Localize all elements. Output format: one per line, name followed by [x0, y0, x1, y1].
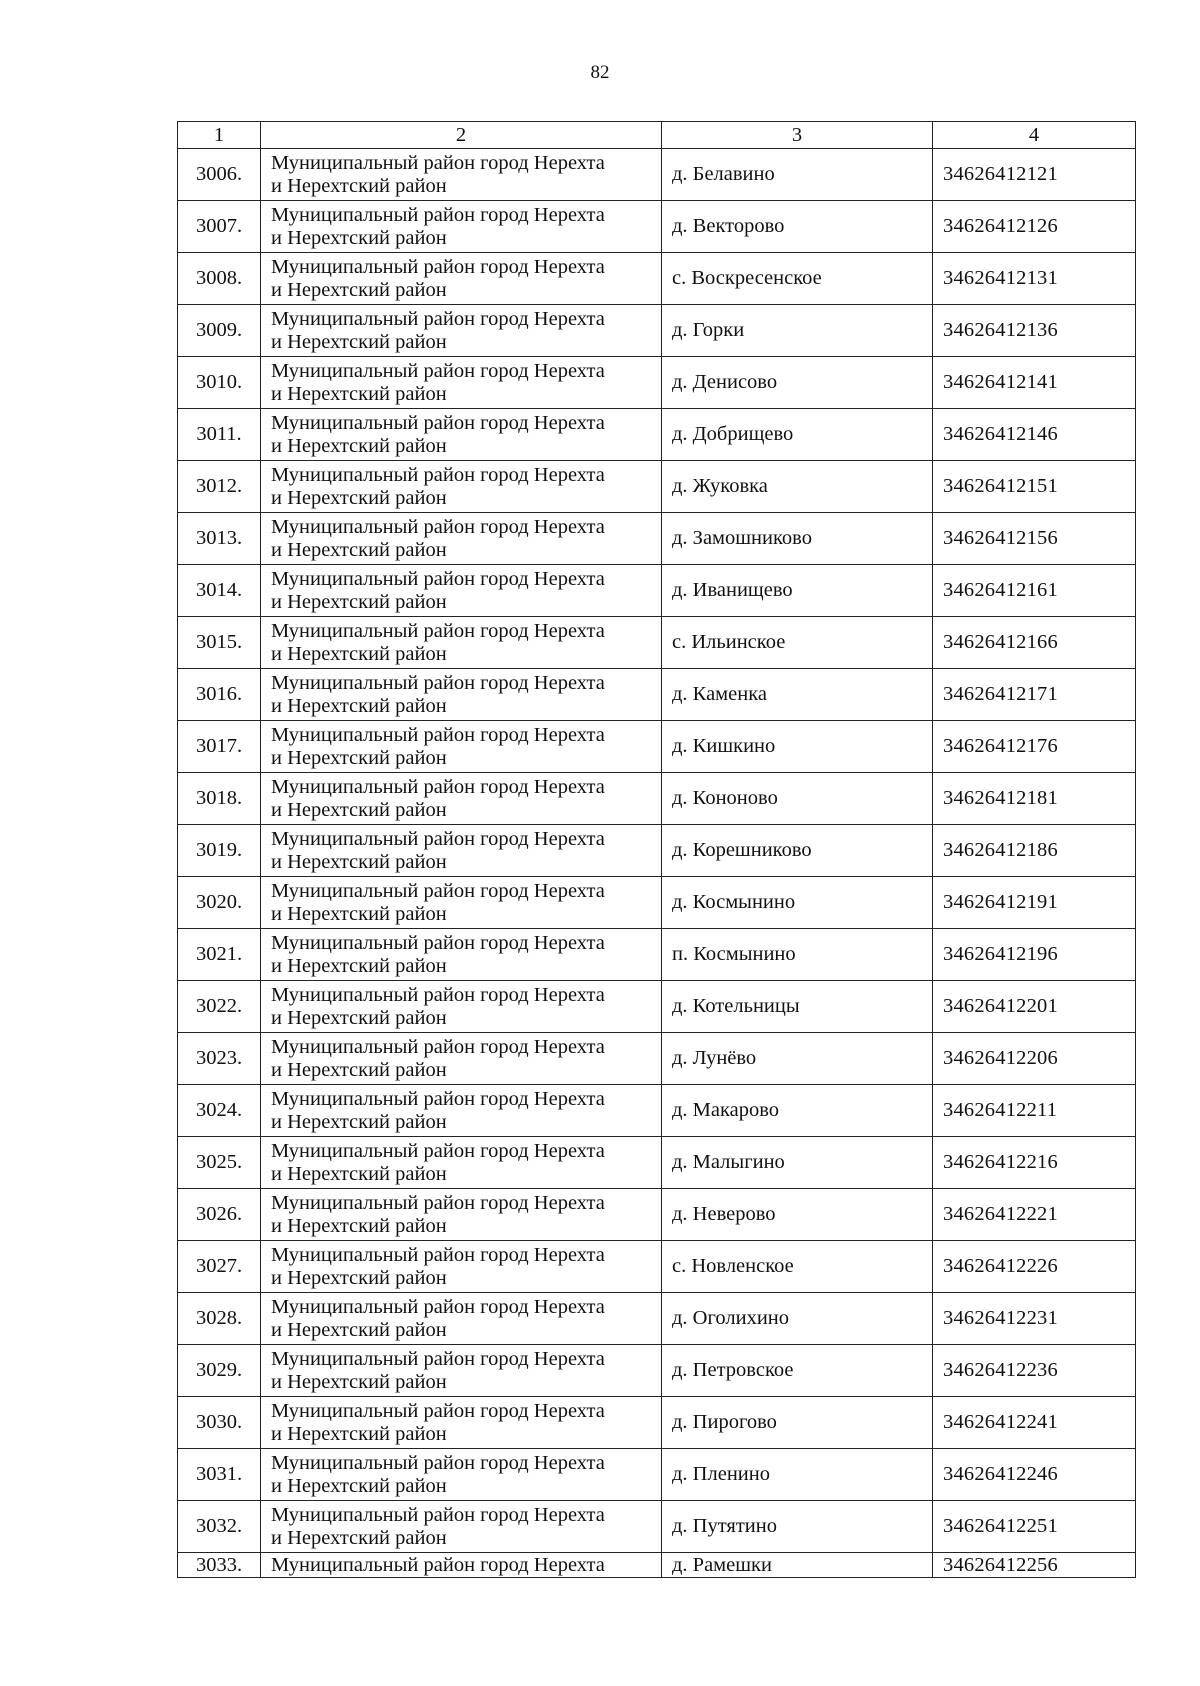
- table-row: [178, 1085, 1136, 1137]
- district-cell: [261, 1449, 662, 1501]
- district-cell: [261, 1241, 662, 1293]
- code-cell: 34626412126: [933, 201, 1136, 253]
- row-number: 3029.: [178, 1345, 261, 1397]
- table-row: [178, 1553, 1136, 1578]
- row-number: 3016.: [178, 669, 261, 721]
- locality-cell: д. Корешниково: [662, 825, 933, 877]
- table-row: [178, 305, 1136, 357]
- row-number: 3009.: [178, 305, 261, 357]
- locality-registry-table: [177, 121, 1136, 1578]
- table-header-row: [178, 122, 1136, 149]
- table-row: [178, 981, 1136, 1033]
- district-line: и Нерехтский район: [271, 1474, 447, 1497]
- table-row: [178, 1345, 1136, 1397]
- district-line: и Нерехтский район: [271, 954, 447, 977]
- table-row: [178, 1241, 1136, 1293]
- locality-cell: д. Горки: [662, 305, 933, 357]
- district-line: и Нерехтский район: [271, 1370, 447, 1393]
- district-cell: [261, 877, 662, 929]
- locality-cell: п. Космынино: [662, 929, 933, 981]
- code-cell: 34626412251: [933, 1501, 1136, 1553]
- district-line: и Нерехтский район: [271, 1162, 447, 1185]
- district-line: и Нерехтский район: [271, 330, 447, 353]
- code-cell: 34626412231: [933, 1293, 1136, 1345]
- district-line: Муниципальный район город Нерехта: [271, 827, 605, 850]
- row-number: 3017.: [178, 721, 261, 773]
- locality-cell: д. Лунёво: [662, 1033, 933, 1085]
- locality-cell: д. Векторово: [662, 201, 933, 253]
- district-line: Муниципальный район город Нерехта: [271, 879, 605, 902]
- district-line: и Нерехтский район: [271, 746, 447, 769]
- row-number: 3015.: [178, 617, 261, 669]
- table-row: [178, 1189, 1136, 1241]
- row-number: 3008.: [178, 253, 261, 305]
- row-number: 3019.: [178, 825, 261, 877]
- district-line: Муниципальный район город Нерехта: [271, 1139, 605, 1162]
- table-row: [178, 825, 1136, 877]
- district-line: и Нерехтский район: [271, 590, 447, 613]
- district-line: Муниципальный район город Нерехта: [271, 567, 605, 590]
- row-number: 3007.: [178, 201, 261, 253]
- row-number: 3032.: [178, 1501, 261, 1553]
- district-line: и Нерехтский район: [271, 174, 447, 197]
- code-cell: 34626412156: [933, 513, 1136, 565]
- row-number: 3010.: [178, 357, 261, 409]
- table-row: [178, 201, 1136, 253]
- district-line: и Нерехтский район: [271, 850, 447, 873]
- district-line: Муниципальный район город Нерехта: [271, 723, 605, 746]
- district-line: и Нерехтский район: [271, 694, 447, 717]
- district-line: и Нерехтский район: [271, 642, 447, 665]
- district-line: Муниципальный район город Нерехта: [271, 1295, 605, 1318]
- district-line: и Нерехтский район: [271, 538, 447, 561]
- district-line: Муниципальный район город Нерехта: [271, 515, 605, 538]
- row-number: 3031.: [178, 1449, 261, 1501]
- locality-cell: д. Рамешки: [662, 1553, 933, 1578]
- district-cell: [261, 461, 662, 513]
- district-line: и Нерехтский район: [271, 382, 447, 405]
- district-line: Муниципальный район город Нерехта: [271, 1503, 605, 1526]
- code-cell: 34626412196: [933, 929, 1136, 981]
- district-cell: [261, 981, 662, 1033]
- district-cell: [261, 929, 662, 981]
- column-header-locality: 3: [662, 122, 933, 149]
- table-row: [178, 513, 1136, 565]
- district-line: Муниципальный район город Нерехта: [271, 1399, 605, 1422]
- row-number: 3018.: [178, 773, 261, 825]
- district-cell: [261, 513, 662, 565]
- district-cell: [261, 1397, 662, 1449]
- district-line: Муниципальный район город Нерехта: [271, 671, 605, 694]
- district-line: и Нерехтский район: [271, 434, 447, 457]
- table-row: [178, 669, 1136, 721]
- district-line: Муниципальный район город Нерехта: [271, 1087, 605, 1110]
- table-row: [178, 929, 1136, 981]
- table-row: [178, 149, 1136, 201]
- code-cell: 34626412211: [933, 1085, 1136, 1137]
- district-line: Муниципальный район город Нерехта: [271, 1451, 605, 1474]
- district-cell: [261, 1085, 662, 1137]
- district-line: и Нерехтский район: [271, 1006, 447, 1029]
- district-line: и Нерехтский район: [271, 1422, 447, 1445]
- row-number: 3014.: [178, 565, 261, 617]
- locality-cell: д. Жуковка: [662, 461, 933, 513]
- district-cell: [261, 721, 662, 773]
- locality-cell: д. Иванищево: [662, 565, 933, 617]
- district-line: и Нерехтский район: [271, 486, 447, 509]
- district-cell: [261, 669, 662, 721]
- district-line: и Нерехтский район: [271, 1266, 447, 1289]
- code-cell: 34626412221: [933, 1189, 1136, 1241]
- district-line: Муниципальный район город Нерехта: [271, 255, 605, 278]
- code-cell: 34626412256: [933, 1553, 1136, 1578]
- locality-cell: с. Ильинское: [662, 617, 933, 669]
- table-row: [178, 409, 1136, 461]
- district-line: и Нерехтский район: [271, 902, 447, 925]
- table-row: [178, 1137, 1136, 1189]
- table-row: [178, 1293, 1136, 1345]
- code-cell: 34626412166: [933, 617, 1136, 669]
- locality-cell: с. Новленское: [662, 1241, 933, 1293]
- district-line: и Нерехтский район: [271, 226, 447, 249]
- table-row: [178, 461, 1136, 513]
- district-cell: [261, 1553, 662, 1578]
- table-row: [178, 617, 1136, 669]
- row-number: 3024.: [178, 1085, 261, 1137]
- code-cell: 34626412131: [933, 253, 1136, 305]
- code-cell: 34626412141: [933, 357, 1136, 409]
- district-line: Муниципальный район город Нерехта: [271, 1191, 605, 1214]
- row-number: 3028.: [178, 1293, 261, 1345]
- district-line: Муниципальный район город Нерехта: [271, 151, 605, 174]
- row-number: 3020.: [178, 877, 261, 929]
- district-line: и Нерехтский район: [271, 1526, 447, 1549]
- table-row: [178, 877, 1136, 929]
- code-cell: 34626412186: [933, 825, 1136, 877]
- locality-cell: д. Денисово: [662, 357, 933, 409]
- district-cell: [261, 1033, 662, 1085]
- code-cell: 34626412171: [933, 669, 1136, 721]
- locality-cell: с. Воскресенское: [662, 253, 933, 305]
- district-line: и Нерехтский район: [271, 1058, 447, 1081]
- district-cell: [261, 1189, 662, 1241]
- row-number: 3030.: [178, 1397, 261, 1449]
- column-header-code: 4: [933, 122, 1136, 149]
- locality-cell: д. Петровское: [662, 1345, 933, 1397]
- code-cell: 34626412236: [933, 1345, 1136, 1397]
- table-row: [178, 357, 1136, 409]
- district-line: Муниципальный район город Нерехта: [271, 463, 605, 486]
- district-line: Муниципальный район город Нерехта: [271, 1553, 605, 1576]
- district-cell: [261, 253, 662, 305]
- locality-cell: д. Оголихино: [662, 1293, 933, 1345]
- table-row: [178, 721, 1136, 773]
- row-number: 3025.: [178, 1137, 261, 1189]
- district-line: Муниципальный район город Нерехта: [271, 931, 605, 954]
- district-line: и Нерехтский район: [271, 1110, 447, 1133]
- code-cell: 34626412206: [933, 1033, 1136, 1085]
- code-cell: 34626412181: [933, 773, 1136, 825]
- code-cell: 34626412241: [933, 1397, 1136, 1449]
- row-number: 3033.: [178, 1553, 261, 1578]
- locality-cell: д. Замошниково: [662, 513, 933, 565]
- table-row: [178, 1449, 1136, 1501]
- district-cell: [261, 617, 662, 669]
- code-cell: 34626412151: [933, 461, 1136, 513]
- district-cell: [261, 1501, 662, 1553]
- locality-cell: д. Пленино: [662, 1449, 933, 1501]
- table-row: [178, 1033, 1136, 1085]
- row-number: 3021.: [178, 929, 261, 981]
- district-line: Муниципальный район город Нерехта: [271, 1347, 605, 1370]
- district-cell: [261, 305, 662, 357]
- code-cell: 34626412161: [933, 565, 1136, 617]
- code-cell: 34626412136: [933, 305, 1136, 357]
- row-number: 3027.: [178, 1241, 261, 1293]
- row-number: 3022.: [178, 981, 261, 1033]
- code-cell: 34626412191: [933, 877, 1136, 929]
- district-cell: [261, 357, 662, 409]
- table-row: [178, 565, 1136, 617]
- row-number: 3011.: [178, 409, 261, 461]
- locality-cell: д. Путятино: [662, 1501, 933, 1553]
- locality-cell: д. Космынино: [662, 877, 933, 929]
- row-number: 3012.: [178, 461, 261, 513]
- code-cell: 34626412216: [933, 1137, 1136, 1189]
- column-header-district: 2: [261, 122, 662, 149]
- table-body: [178, 149, 1136, 1578]
- locality-cell: д. Каменка: [662, 669, 933, 721]
- district-line: Муниципальный район город Нерехта: [271, 203, 605, 226]
- district-cell: [261, 825, 662, 877]
- locality-cell: д. Белавино: [662, 149, 933, 201]
- locality-cell: д. Макарово: [662, 1085, 933, 1137]
- district-line: и Нерехтский район: [271, 1318, 447, 1341]
- district-cell: [261, 409, 662, 461]
- code-cell: 34626412201: [933, 981, 1136, 1033]
- locality-cell: д. Неверово: [662, 1189, 933, 1241]
- table-row: [178, 253, 1136, 305]
- district-line: Муниципальный район город Нерехта: [271, 619, 605, 642]
- district-line: Муниципальный район город Нерехта: [271, 775, 605, 798]
- column-header-number: 1: [178, 122, 261, 149]
- district-line: Муниципальный район город Нерехта: [271, 1243, 605, 1266]
- row-number: 3013.: [178, 513, 261, 565]
- district-line: Муниципальный район город Нерехта: [271, 411, 605, 434]
- row-number: 3023.: [178, 1033, 261, 1085]
- locality-cell: д. Кононово: [662, 773, 933, 825]
- row-number: 3026.: [178, 1189, 261, 1241]
- code-cell: 34626412121: [933, 149, 1136, 201]
- district-line: Муниципальный район город Нерехта: [271, 1035, 605, 1058]
- locality-cell: д. Малыгино: [662, 1137, 933, 1189]
- locality-cell: д. Добрищево: [662, 409, 933, 461]
- district-cell: [261, 1345, 662, 1397]
- district-cell: [261, 1137, 662, 1189]
- table-row: [178, 1397, 1136, 1449]
- table-row: [178, 1501, 1136, 1553]
- locality-cell: д. Кишкино: [662, 721, 933, 773]
- district-cell: [261, 149, 662, 201]
- district-cell: [261, 773, 662, 825]
- code-cell: 34626412246: [933, 1449, 1136, 1501]
- table-row: [178, 773, 1136, 825]
- district-cell: [261, 201, 662, 253]
- locality-cell: д. Котельницы: [662, 981, 933, 1033]
- code-cell: 34626412146: [933, 409, 1136, 461]
- district-cell: [261, 1293, 662, 1345]
- district-line: Муниципальный район город Нерехта: [271, 359, 605, 382]
- district-line: и Нерехтский район: [271, 1214, 447, 1237]
- district-line: и Нерехтский район: [271, 798, 447, 821]
- district-line: Муниципальный район город Нерехта: [271, 307, 605, 330]
- locality-cell: д. Пирогово: [662, 1397, 933, 1449]
- page-number: 82: [590, 62, 610, 83]
- row-number: 3006.: [178, 149, 261, 201]
- code-cell: 34626412176: [933, 721, 1136, 773]
- district-line: и Нерехтский район: [271, 278, 447, 301]
- code-cell: 34626412226: [933, 1241, 1136, 1293]
- district-cell: [261, 565, 662, 617]
- district-line: Муниципальный район город Нерехта: [271, 983, 605, 1006]
